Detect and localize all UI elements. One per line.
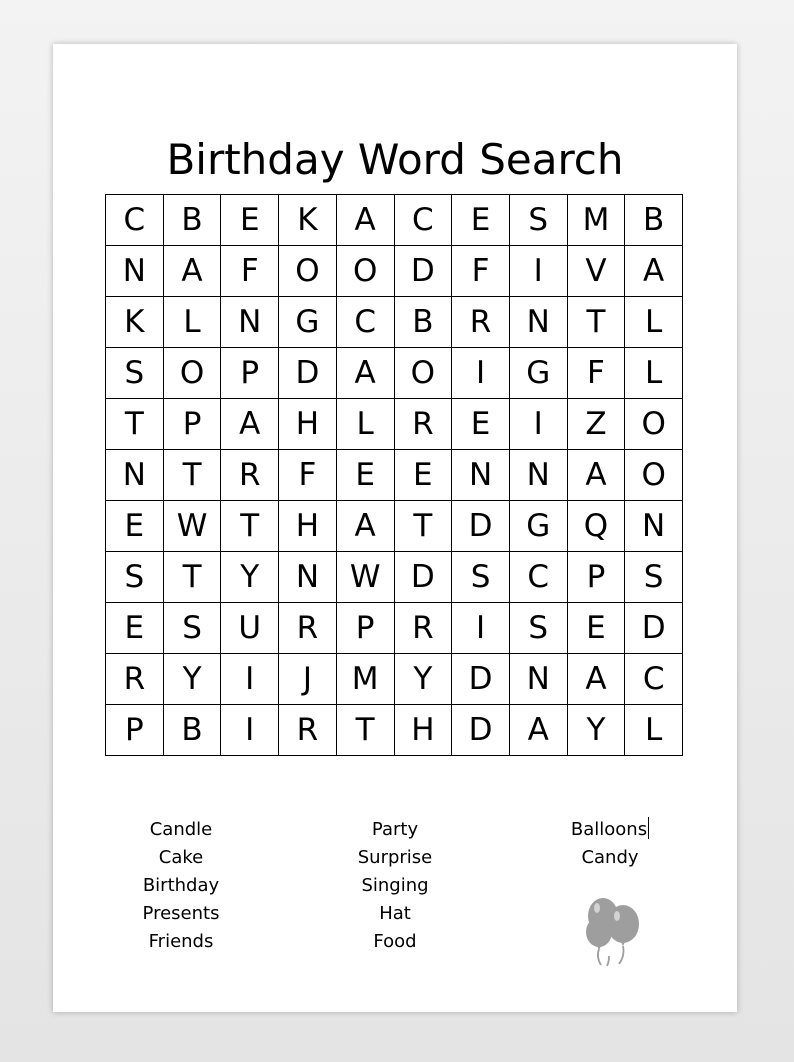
grid-cell: I	[452, 348, 510, 399]
grid-cell: P	[568, 552, 626, 603]
grid-cell: A	[337, 348, 395, 399]
worksheet-page	[53, 44, 737, 1012]
grid-cell: B	[625, 195, 683, 246]
grid-cell: S	[106, 348, 164, 399]
grid-cell: D	[625, 603, 683, 654]
balloons-icon	[581, 894, 651, 970]
text-cursor	[648, 817, 649, 839]
grid-cell: L	[625, 348, 683, 399]
grid-cell: A	[164, 246, 222, 297]
grid-cell: P	[106, 705, 164, 756]
grid-cell: O	[395, 348, 453, 399]
grid-cell: C	[625, 654, 683, 705]
grid-cell: Y	[395, 654, 453, 705]
grid-cell: L	[164, 297, 222, 348]
grid-cell: A	[221, 399, 279, 450]
word-item[interactable]	[525, 816, 695, 844]
word-item-text: Balloons	[570, 819, 648, 840]
grid-cell: O	[164, 348, 222, 399]
word-item: Cake	[158, 847, 204, 868]
grid-cell: W	[164, 501, 222, 552]
grid-cell: M	[337, 654, 395, 705]
grid-cell: E	[221, 195, 279, 246]
grid-cell: T	[164, 552, 222, 603]
grid-cell: E	[452, 195, 510, 246]
grid-cell: C	[106, 195, 164, 246]
grid-cell: B	[164, 195, 222, 246]
grid-cell: D	[452, 654, 510, 705]
grid-cell: P	[164, 399, 222, 450]
grid-cell: R	[395, 603, 453, 654]
word-item: Candle	[149, 819, 213, 840]
grid-cell: R	[221, 450, 279, 501]
grid-cell: A	[625, 246, 683, 297]
grid-cell: Y	[221, 552, 279, 603]
grid-cell: I	[510, 246, 568, 297]
word-item: Hat	[379, 903, 411, 924]
grid-cell: S	[452, 552, 510, 603]
grid-cell: N	[510, 654, 568, 705]
grid-cell: D	[279, 348, 337, 399]
page-title: Birthday Word Search	[166, 135, 624, 184]
grid-cell: S	[164, 603, 222, 654]
grid-cell: H	[395, 705, 453, 756]
grid-cell: F	[279, 450, 337, 501]
grid-cell: S	[625, 552, 683, 603]
grid-cell: T	[337, 705, 395, 756]
grid-cell: N	[510, 297, 568, 348]
grid-cell: V	[568, 246, 626, 297]
grid-cell: T	[164, 450, 222, 501]
grid-cell: T	[106, 399, 164, 450]
grid-cell: G	[279, 297, 337, 348]
grid-cell: L	[625, 705, 683, 756]
grid-cell: N	[625, 501, 683, 552]
grid-cell: O	[337, 246, 395, 297]
grid-cell: I	[452, 603, 510, 654]
grid-cell: U	[221, 603, 279, 654]
grid-cell: K	[279, 195, 337, 246]
grid-cell: F	[221, 246, 279, 297]
grid-cell: O	[625, 450, 683, 501]
grid-cell: T	[395, 501, 453, 552]
grid-cell: S	[510, 195, 568, 246]
grid-cell: D	[452, 705, 510, 756]
grid-cell: A	[510, 705, 568, 756]
grid-cell: P	[337, 603, 395, 654]
grid-cell: A	[337, 195, 395, 246]
grid-cell: Y	[568, 705, 626, 756]
word-item: Candy	[581, 847, 639, 868]
grid-cell: E	[106, 603, 164, 654]
word-list-column-1	[96, 816, 266, 956]
grid-cell: N	[452, 450, 510, 501]
grid-cell: H	[279, 399, 337, 450]
word-list-column-2	[310, 816, 480, 956]
grid-cell: Y	[164, 654, 222, 705]
grid-cell: K	[106, 297, 164, 348]
grid-cell: I	[221, 705, 279, 756]
grid-cell: E	[395, 450, 453, 501]
grid-cell: F	[568, 348, 626, 399]
grid-cell: J	[279, 654, 337, 705]
grid-cell: H	[279, 501, 337, 552]
word-item: Friends	[148, 931, 214, 952]
grid-cell: A	[337, 501, 395, 552]
grid-cell: E	[106, 501, 164, 552]
grid-cell: N	[279, 552, 337, 603]
grid-cell: N	[510, 450, 568, 501]
grid-cell: D	[452, 501, 510, 552]
grid-cell: E	[568, 603, 626, 654]
grid-cell: F	[452, 246, 510, 297]
grid-cell: R	[395, 399, 453, 450]
grid-cell: N	[106, 246, 164, 297]
grid-cell: E	[452, 399, 510, 450]
grid-cell: C	[510, 552, 568, 603]
grid-cell: R	[279, 705, 337, 756]
word-item: Singing	[361, 875, 429, 896]
grid-cell: R	[452, 297, 510, 348]
grid-cell: L	[625, 297, 683, 348]
letter-grid	[105, 194, 683, 756]
grid-cell: L	[337, 399, 395, 450]
word-item: Party	[371, 819, 419, 840]
grid-cell: C	[337, 297, 395, 348]
grid-cell: A	[568, 450, 626, 501]
grid-cell: N	[221, 297, 279, 348]
grid-cell: D	[395, 246, 453, 297]
grid-cell: S	[510, 603, 568, 654]
grid-cell: N	[106, 450, 164, 501]
grid-cell: E	[337, 450, 395, 501]
word-item: Presents	[142, 903, 220, 924]
grid-cell: Q	[568, 501, 626, 552]
grid-cell: B	[164, 705, 222, 756]
grid-cell: R	[279, 603, 337, 654]
word-item: Surprise	[357, 847, 433, 868]
grid-cell: T	[221, 501, 279, 552]
word-item: Food	[373, 931, 417, 952]
grid-cell: G	[510, 348, 568, 399]
grid-cell: O	[625, 399, 683, 450]
grid-cell: R	[106, 654, 164, 705]
word-item: Birthday	[142, 875, 220, 896]
word-list-column-3	[525, 816, 695, 872]
grid-cell: M	[568, 195, 626, 246]
grid-cell: C	[395, 195, 453, 246]
grid-cell: I	[221, 654, 279, 705]
grid-cell: P	[221, 348, 279, 399]
grid-cell: D	[395, 552, 453, 603]
grid-cell: O	[279, 246, 337, 297]
grid-cell: I	[510, 399, 568, 450]
grid-cell: Z	[568, 399, 626, 450]
grid-cell: A	[568, 654, 626, 705]
grid-cell: B	[395, 297, 453, 348]
grid-cell: G	[510, 501, 568, 552]
grid-cell: T	[568, 297, 626, 348]
grid-cell: W	[337, 552, 395, 603]
grid-cell: S	[106, 552, 164, 603]
